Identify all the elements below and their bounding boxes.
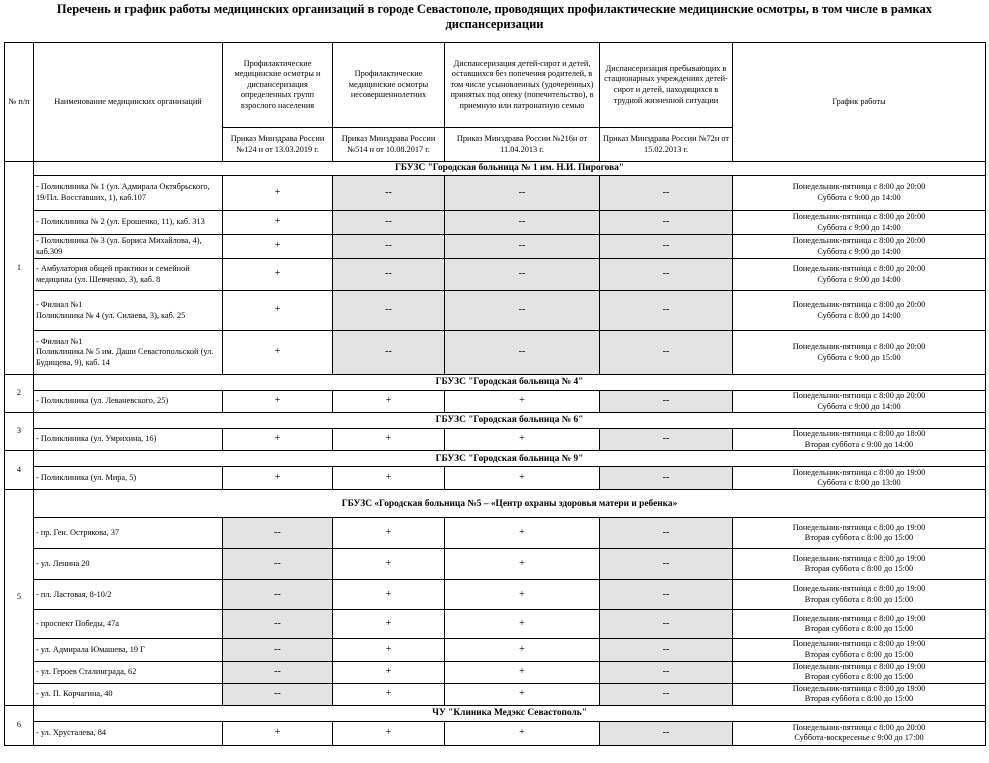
schedule-cell bbox=[733, 235, 986, 259]
group-number: 5 bbox=[5, 490, 34, 706]
mark-col-a: + bbox=[223, 721, 333, 745]
mark-col-b: + bbox=[333, 391, 445, 413]
mark-col-b: -- bbox=[333, 259, 445, 291]
schedule-weekend: Вторая суббота с 8:00 до 15:00 bbox=[804, 694, 914, 704]
group-name: ГБУЗС "Городская больница № 1 им. Н.И. Пирогова" bbox=[34, 162, 986, 176]
table-row bbox=[5, 176, 986, 211]
schedule-weekend: Вторая суббота с 9:00 до 14:00 bbox=[804, 439, 914, 449]
mark-col-d: -- bbox=[600, 291, 733, 331]
schedule-weekday: Понедельник-пятница с 8:00 до 20:00 bbox=[792, 299, 926, 309]
mark-col-b: + bbox=[333, 429, 445, 451]
org-name: - Филиал №1 Поликлиника № 4 (ул. Силаева, 3), каб. 25 bbox=[34, 291, 223, 331]
table-row bbox=[5, 211, 986, 235]
table-body bbox=[5, 162, 986, 746]
schedule-weekend: Суббота с 8:00 до 14:00 bbox=[817, 310, 901, 320]
group-name: ГБУЗС "Городская больница № 4" bbox=[34, 375, 986, 391]
group-number: 2 bbox=[5, 375, 34, 413]
group-header-row bbox=[5, 162, 986, 176]
mark-col-c: + bbox=[445, 549, 600, 580]
mark-col-c: -- bbox=[445, 211, 600, 235]
mark-col-d: -- bbox=[600, 661, 733, 683]
mark-col-b: + bbox=[333, 580, 445, 610]
table-row bbox=[5, 518, 986, 549]
group-number: 6 bbox=[5, 705, 34, 745]
schedule-weekend: Вторая суббота с 8:00 до 15:00 bbox=[804, 672, 914, 682]
mark-col-a: + bbox=[223, 331, 333, 375]
group-name: ГБУЗС «Городская больница №5 – «Центр охраны здоровья матери и ребенка» bbox=[34, 490, 986, 518]
org-name: - проспект Победы, 47а bbox=[34, 610, 223, 639]
org-name: - Поликлиника № 2 (ул. Ерошенко, 11), каб. 313 bbox=[34, 211, 223, 235]
org-name: - Поликлиника (ул. Умрихина, 16) bbox=[34, 429, 223, 451]
group-header-row bbox=[5, 705, 986, 721]
group-number: 3 bbox=[5, 413, 34, 451]
clinics-table bbox=[4, 42, 986, 746]
mark-col-b: + bbox=[333, 639, 445, 661]
group-number: 4 bbox=[5, 451, 34, 490]
table-row bbox=[5, 683, 986, 705]
schedule-cell bbox=[733, 331, 986, 375]
schedule-weekend: Вторая суббота с 8:00 до 15:00 bbox=[804, 564, 914, 574]
mark-col-c: + bbox=[445, 467, 600, 490]
mark-col-c: -- bbox=[445, 291, 600, 331]
org-name: - Амбулатория общей практики и семейной медицины (ул. Шевченко, 3), каб. 8 bbox=[34, 259, 223, 291]
mark-col-a: -- bbox=[223, 639, 333, 661]
table-row bbox=[5, 429, 986, 451]
schedule-weekend: Вторая суббота с 8:00 до 15:00 bbox=[804, 533, 914, 543]
org-name: - Поликлиника № 1 (ул. Адмирала Октябрьского, 19/Пл. Восставших, 1), каб.107 bbox=[34, 176, 223, 211]
mark-col-b: + bbox=[333, 683, 445, 705]
mark-col-d: -- bbox=[600, 580, 733, 610]
mark-col-c: + bbox=[445, 580, 600, 610]
mark-col-c: -- bbox=[445, 176, 600, 211]
mark-col-b: + bbox=[333, 467, 445, 490]
mark-col-b: + bbox=[333, 661, 445, 683]
header-schedule: График работы bbox=[733, 43, 986, 162]
schedule-weekday: Понедельник-пятница с 8:00 до 20:00 bbox=[792, 722, 926, 732]
org-name: - Поликлиника (ул. Леваневского, 25) bbox=[34, 391, 223, 413]
schedule-weekday: Понедельник-пятница с 8:00 до 19:00 bbox=[792, 613, 926, 623]
mark-col-a: + bbox=[223, 176, 333, 211]
schedule-cell bbox=[733, 518, 986, 549]
table-row bbox=[5, 235, 986, 259]
mark-col-a: -- bbox=[223, 610, 333, 639]
table-row bbox=[5, 291, 986, 331]
schedule-weekend: Вторая суббота с 8:00 до 15:00 bbox=[804, 594, 914, 604]
mark-col-d: -- bbox=[600, 259, 733, 291]
mark-col-d: -- bbox=[600, 176, 733, 211]
schedule-weekday: Понедельник-пятница с 8:00 до 18:00 bbox=[792, 429, 926, 439]
mark-col-a: + bbox=[223, 391, 333, 413]
org-name: - пл. Ластовая, 8-10/2 bbox=[34, 580, 223, 610]
group-name: ГБУЗС "Городская больница № 9" bbox=[34, 451, 986, 467]
schedule-weekday: Понедельник-пятница с 8:00 до 19:00 bbox=[792, 553, 926, 563]
org-name: - Поликлиника (ул. Мира, 5) bbox=[34, 467, 223, 490]
schedule-weekday: Понедельник-пятница с 8:00 до 20:00 bbox=[792, 391, 926, 400]
mark-col-d: -- bbox=[600, 467, 733, 490]
mark-col-d: -- bbox=[600, 235, 733, 259]
group-header-row bbox=[5, 490, 986, 518]
order-b: Приказ Минздрава России №514 н от 10.08.2017 г. bbox=[333, 128, 445, 162]
schedule-weekend: Суббота с 9:00 до 14:00 bbox=[817, 274, 901, 284]
mark-col-a: + bbox=[223, 211, 333, 235]
schedule-weekend: Суббота с 9:00 до 14:00 bbox=[817, 222, 901, 232]
mark-col-b: -- bbox=[333, 291, 445, 331]
mark-col-d: -- bbox=[600, 549, 733, 580]
schedule-weekend: Вторая суббота с 8:00 до 15:00 bbox=[804, 624, 914, 634]
mark-col-c: + bbox=[445, 610, 600, 639]
schedule-weekday: Понедельник-пятница с 8:00 до 19:00 bbox=[792, 467, 926, 477]
table-row bbox=[5, 259, 986, 291]
mark-col-a: -- bbox=[223, 580, 333, 610]
schedule-weekday: Понедельник-пятница с 8:00 до 19:00 bbox=[792, 584, 926, 594]
table-row bbox=[5, 580, 986, 610]
mark-col-d: -- bbox=[600, 683, 733, 705]
schedule-weekend: Суббота с 9:00 до 15:00 bbox=[817, 352, 901, 362]
table-row bbox=[5, 331, 986, 375]
schedule-cell bbox=[733, 661, 986, 683]
title-line-2: диспансеризации bbox=[445, 17, 544, 31]
mark-col-b: + bbox=[333, 610, 445, 639]
mark-col-a: + bbox=[223, 235, 333, 259]
schedule-weekday: Понедельник-пятница с 8:00 до 20:00 bbox=[792, 182, 926, 192]
mark-col-a: + bbox=[223, 259, 333, 291]
schedule-cell bbox=[733, 467, 986, 490]
order-d: Приказ Минздрава России №72н от 15.02.2013 г. bbox=[600, 128, 733, 162]
mark-col-d: -- bbox=[600, 518, 733, 549]
mark-col-a: -- bbox=[223, 683, 333, 705]
table-row bbox=[5, 639, 986, 661]
schedule-weekend: Суббота с 9:00 до 14:00 bbox=[817, 193, 901, 202]
mark-col-b: + bbox=[333, 721, 445, 745]
schedule-weekday: Понедельник-пятница с 8:00 до 20:00 bbox=[792, 235, 926, 245]
order-c: Приказ Минздрава России №216н от 11.04.2013 г. bbox=[445, 128, 600, 162]
schedule-cell bbox=[733, 291, 986, 331]
schedule-cell bbox=[733, 549, 986, 580]
schedule-cell bbox=[733, 391, 986, 413]
table-row bbox=[5, 661, 986, 683]
mark-col-b: + bbox=[333, 518, 445, 549]
mark-col-a: -- bbox=[223, 549, 333, 580]
mark-col-c: + bbox=[445, 429, 600, 451]
schedule-weekend: Суббота с 9:00 до 14:00 bbox=[817, 246, 901, 256]
mark-col-d: -- bbox=[600, 721, 733, 745]
title-line-1: Перечень и график работы медицинских организаций в городе Севастополе, проводящих профилактические медицинские осмотры, в том числе в рамках bbox=[56, 2, 933, 16]
schedule-weekday: Понедельник-пятница с 8:00 до 20:00 bbox=[792, 211, 926, 221]
mark-col-c: + bbox=[445, 721, 600, 745]
mark-col-c: + bbox=[445, 683, 600, 705]
org-name: - ул. Хрусталева, 84 bbox=[34, 721, 223, 745]
group-number: 1 bbox=[5, 162, 34, 375]
mark-col-d: -- bbox=[600, 639, 733, 661]
mark-col-d: -- bbox=[600, 610, 733, 639]
group-header-row bbox=[5, 413, 986, 429]
header-num: № п/п bbox=[5, 43, 34, 162]
schedule-cell bbox=[733, 176, 986, 211]
mark-col-c: + bbox=[445, 639, 600, 661]
mark-col-c: -- bbox=[445, 259, 600, 291]
schedule-weekend: Суббота-воскресенье с 9:00 до 17:00 bbox=[794, 733, 924, 743]
table-row bbox=[5, 467, 986, 490]
schedule-cell bbox=[733, 211, 986, 235]
org-name: - пр. Ген. Острякова, 37 bbox=[34, 518, 223, 549]
mark-col-b: + bbox=[333, 549, 445, 580]
header-col-c: Диспансеризация детей-сирот и детей, оставшихся без попечения родителей, в том числе усыновленных (удочеренных) принятых под опеку (попечительство), в приемную или патронатную семью bbox=[445, 43, 600, 128]
schedule-cell bbox=[733, 610, 986, 639]
schedule-weekend: Суббота с 9:00 до 14:00 bbox=[817, 401, 901, 411]
org-name: - ул. П. Корчагина, 40 bbox=[34, 683, 223, 705]
org-name: - ул. Ленина 20 bbox=[34, 549, 223, 580]
header-org: Наименование медицинских организаций bbox=[34, 43, 223, 162]
mark-col-d: -- bbox=[600, 211, 733, 235]
schedule-weekday: Понедельник-пятница с 8:00 до 20:00 bbox=[792, 341, 926, 351]
mark-col-d: -- bbox=[600, 391, 733, 413]
mark-col-a: -- bbox=[223, 518, 333, 549]
mark-col-d: -- bbox=[600, 429, 733, 451]
group-name: ГБУЗС "Городская больница № 6" bbox=[34, 413, 986, 429]
mark-col-c: + bbox=[445, 661, 600, 683]
org-name: - Поликлиника № 3 (ул. Бориса Михайлова, 4), каб.309 bbox=[34, 235, 223, 259]
schedule-cell bbox=[733, 259, 986, 291]
schedule-weekend: Суббота с 8:00 до 13:00 bbox=[817, 478, 901, 488]
schedule-weekday: Понедельник-пятница с 8:00 до 19:00 bbox=[792, 683, 926, 693]
group-name: ЧУ "Клиника Медэкс Севастополь" bbox=[34, 705, 986, 721]
table-row bbox=[5, 610, 986, 639]
mark-col-a: + bbox=[223, 291, 333, 331]
schedule-weekday: Понедельник-пятница с 8:00 до 19:00 bbox=[792, 522, 926, 532]
schedule-weekend: Вторая суббота с 8:00 до 15:00 bbox=[804, 649, 914, 659]
header-col-a: Профилактические медицинские осмотры и диспансеризация определенных групп взрослого населения bbox=[223, 43, 333, 128]
mark-col-b: -- bbox=[333, 211, 445, 235]
schedule-weekday: Понедельник-пятница с 8:00 до 20:00 bbox=[792, 263, 926, 273]
table-row bbox=[5, 549, 986, 580]
schedule-cell bbox=[733, 580, 986, 610]
header-row bbox=[5, 43, 986, 128]
mark-col-b: -- bbox=[333, 176, 445, 211]
header-col-d: Диспансеризация пребывающих в стационарных учреждениях детей-сирот и детей, находящихся в трудной жизненной ситуации bbox=[600, 43, 733, 128]
mark-col-a: + bbox=[223, 467, 333, 490]
schedule-weekday: Понедельник-пятница с 8:00 до 19:00 bbox=[792, 661, 926, 671]
table-row bbox=[5, 391, 986, 413]
org-name: - Филиал №1 Поликлиника № 5 им. Даши Севастопольской (ул. Будищева, 9), каб. 14 bbox=[34, 331, 223, 375]
mark-col-c: -- bbox=[445, 235, 600, 259]
mark-col-c: + bbox=[445, 391, 600, 413]
schedule-cell bbox=[733, 721, 986, 745]
table-row bbox=[5, 721, 986, 745]
schedule-weekday: Понедельник-пятница с 8:00 до 19:00 bbox=[792, 639, 926, 649]
order-a: Приказ Минздрава России №124 н от 13.03.2019 г. bbox=[223, 128, 333, 162]
schedule-cell bbox=[733, 683, 986, 705]
document-title bbox=[0, 0, 989, 32]
mark-col-c: + bbox=[445, 518, 600, 549]
group-header-row bbox=[5, 451, 986, 467]
mark-col-a: + bbox=[223, 429, 333, 451]
schedule-cell bbox=[733, 639, 986, 661]
mark-col-b: -- bbox=[333, 235, 445, 259]
mark-col-c: -- bbox=[445, 331, 600, 375]
mark-col-b: -- bbox=[333, 331, 445, 375]
org-name: - ул. Героев Сталинграда, 62 bbox=[34, 661, 223, 683]
org-name: - ул. Адмирала Юмашева, 19 Г bbox=[34, 639, 223, 661]
mark-col-d: -- bbox=[600, 331, 733, 375]
group-header-row bbox=[5, 375, 986, 391]
header-col-b: Профилактические медицинские осмотры несовершеннолетних bbox=[333, 43, 445, 128]
schedule-cell bbox=[733, 429, 986, 451]
mark-col-a: -- bbox=[223, 661, 333, 683]
